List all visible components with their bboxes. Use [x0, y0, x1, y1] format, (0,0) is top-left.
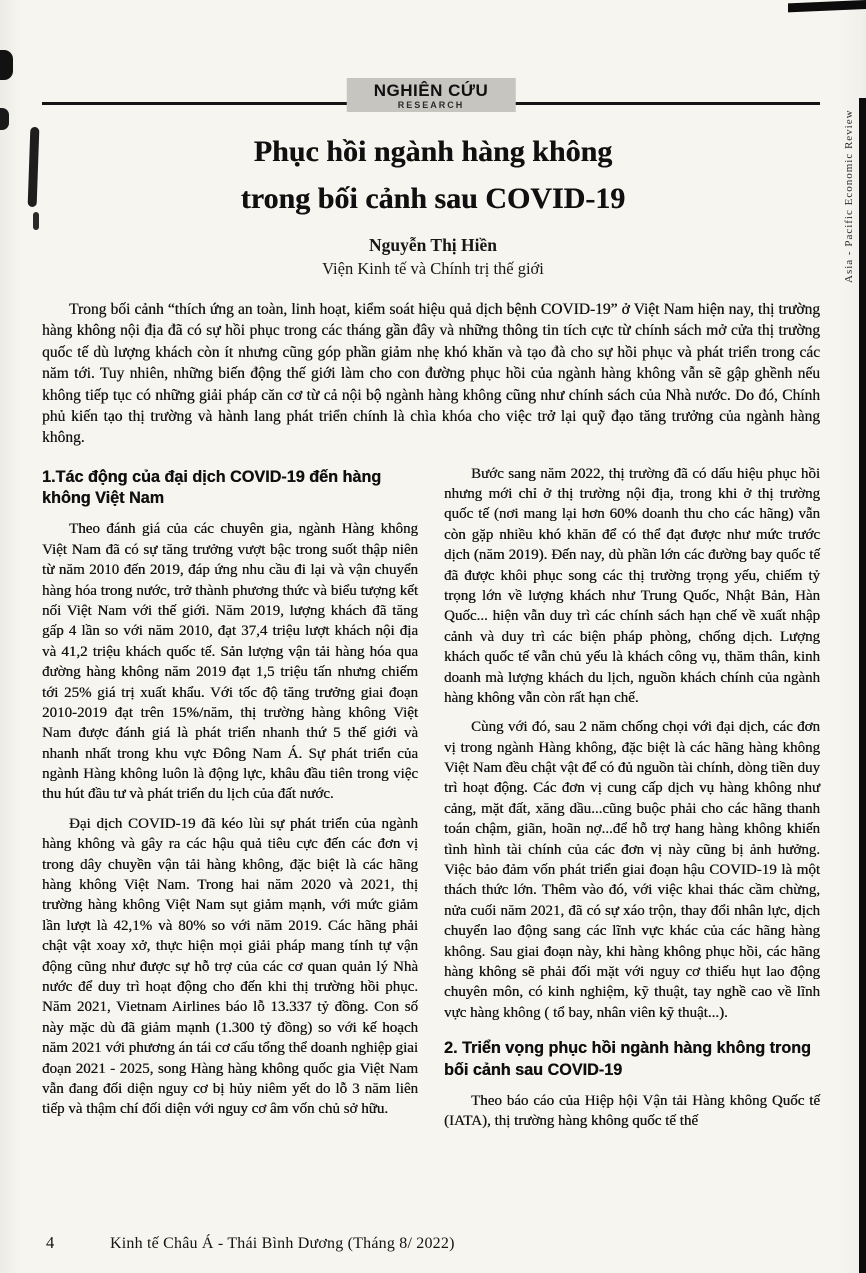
abstract-paragraph: Trong bối cảnh “thích ứng an toàn, linh hoạt, kiểm soát hiệu quả dịch bệnh COVID-19” ở Việt Nam hiện nay, thị trường hàng không nội địa đã có sự hồi phục trong các tháng gần đây và những thông tin tích cực từ chính sách mở cửa thị trường quốc tế dù lượng khách còn ít nhưng cũng góp phần giảm nhẹ khó khăn và tạo đà cho sự hồi phục và phát triển trong các năm tới. Tuy nhiên, những biến động thế giới làm cho con đường phục hồi của ngành hàng không vẫn sẽ gập ghềnh nếu không tiếp tục có những giải pháp căn cơ từ cả nội bộ ngành hàng không cũng như chính sách của Nhà nước. Do đó, Chính phủ kiến tạo thị trường và hành lang phát triển chính là chìa khóa cho việc trở lại quỹ đạo tăng trưởng của ngành hàng không. — [42, 301, 820, 447]
kicker-sublabel: RESEARCH — [397, 99, 465, 110]
scan-artifact-top-right — [788, 0, 866, 12]
article-title — [0, 128, 866, 222]
paragraph: Đại dịch COVID-19 đã kéo lùi sự phát triển của ngành hàng không và gây ra các hậu quả tiêu cực đến các đơn vị trong dây chuyền vận tải hàng không, đặc biệt là các hãng hàng không Việt Nam. Trong hai năm 2020 và 2021, thị trường hàng không Việt Nam sụt giảm mạnh, với mức giảm lần lượt là 42,1% và 80% so với năm 2019. Các hãng phải chật vật xoay xở, thực hiện mọi giải pháp mang tính tự vận động cũng như được sự hỗ trợ của các cơ quan quản lý Nhà nước để duy trì hoạt động cho đến khi thị trường hồi phục. Năm 2021, Vietnam Airlines báo lỗ 13.337 tỷ đồng. Con số này mặc dù đã giảm mạnh (1.300 tỷ đồng) so với kế hoạch năm 2021 với phương án tái cơ cấu tổng thể doanh nghiệp giai đoạn 2021 - 2025, song Hàng hàng không quốc gia Việt Nam vẫn đang đối diện nguy cơ bị hủy niêm yết do lỗ 3 năm liên tiếp và thậm chí đối diện với nguy cơ âm vốn chủ sở hữu. — [42, 815, 419, 1118]
journal-name: Kinh tế Châu Á - Thái Bình Dương (Tháng 8/ 2022) — [110, 1235, 455, 1252]
paragraph: Cùng với đó, sau 2 năm chống chọi với đại dịch, các đơn vị trong ngành Hàng không, đặc biệt là các hãng hàng không Việt Nam đều chật vật để có đủ nguồn tài chính, dòng tiền duy trì hoạt động. Các đơn vị cung cấp dịch vụ hàng không như cảng, mặt đất, xăng dầu...cũng buộc phải cho các hãng thanh toán chậm, giãn, hoãn nợ...để hỗ trợ hang hàng không khiến tình hình tài chính của các đơn vị này cũng bị ảnh hưởng. Việc bảo đảm vốn phát triển giai đoạn hậu COVID-19 là một thách thức lớn. Thêm vào đó, với việc khai thác cầm chừng, nửa cuối năm 2021, đã có sự xáo trộn, thay đổi nhân lực, dịch chuyển lao động sang các lĩnh vực khác của các hãng hàng không. Sau giai đoạn này, khi hàng không phục hồi, các hãng hàng không sẽ phải đối mặt với nguy cơ thiếu hụt lao động chuyên môn, có kinh nghiệm, kỹ thuật, tay nghề cao về lĩnh vực hàng không ( tổ bay, nhân viên kỹ thuật...). — [444, 719, 820, 1021]
right-column — [444, 464, 820, 1141]
title-line-2: trong bối cảnh sau COVID-19 — [240, 182, 626, 215]
section-kicker — [347, 78, 516, 112]
kicker-label: NGHIÊN CỨU — [373, 81, 489, 100]
header-band — [42, 78, 820, 116]
author-affiliation: Viện Kinh tế và Chính trị thế giới — [322, 259, 544, 278]
title-line-1: Phục hồi ngành hàng không — [253, 135, 613, 168]
paragraph: Theo đánh giá của các chuyên gia, ngành Hàng không Việt Nam đã có sự tăng trưởng vượt bậc trong suốt thập niên từ năm 2010 đến 2019, đáp ứng nhu cầu đi lại và vận chuyển hàng hóa trong nước, trở thành phương thức và biểu tượng kết nối Việt Nam với thế giới. Năm 2019, lượng khách đã tăng gấp 4 lần so với năm 2010, đạt 37,4 triệu lượt khách nội địa và 41,2 triệu khách quốc tế. Sản lượng vận tải hàng hóa qua đường hàng không năm 2019 đạt 1,5 triệu tấn nhưng chiếm tới 25% giá trị xuất khẩu. Với tốc độ tăng trưởng giai đoạn 2010-2019 đạt trên 15%/năm, thị trường hàng không Việt Nam được đánh giá là phát triển nhanh thứ 5 thế giới và nhanh nhất trong khu vực Đông Nam Á. Sự phát triển của ngành Hàng không luôn là động lực, khâu đầu tiên trong việc thu hút đầu tư và phát triển du lịch của đất nước. — [42, 521, 418, 803]
scan-artifact-left-blob-2 — [0, 108, 9, 130]
page-footer — [46, 1233, 455, 1253]
paragraph: Bước sang năm 2022, thị trường đã có dấu hiệu phục hồi nhưng mới chỉ ở thị trường nội địa, trong khi ở thị trường quốc tế (nơi mang lại hơn 60% doanh thu cho các hãng) vẫn còn gặp nhiều khó khăn để có thể đạt được như mức trước dịch (năm 2019). Đến nay, dù phần lớn các đường bay quốc tế đã được khôi phục song các thị trường trọng yếu, chiếm tỷ trọng lớn về lượng khách như Trung Quốc, Nhật Bản, Hàn Quốc... hiện vẫn duy trì các chính sách hạn chế về xuất nhập cảnh và duy trì các biện pháp phòng, chống dịch. Lượng khách quốc tế vẫn chủ yếu là khách công vụ, thăm thân, kinh doanh mà lượng khách du lịch, nguồn khách chính của ngành hàng không vẫn còn rất hạn chế. — [444, 465, 820, 706]
author-name: Nguyễn Thị Hiền — [368, 235, 498, 255]
section-2-heading: 2. Triển vọng phục hồi ngành hàng không trong bối cảnh sau COVID-19 — [444, 1039, 811, 1079]
left-column — [42, 464, 418, 1141]
scan-artifact-right-bar — [859, 98, 866, 1273]
journal-side-label: Asia - Pacific Economic Review — [843, 109, 855, 283]
article-body — [42, 464, 820, 1141]
scan-artifact-left-streak-2 — [33, 212, 39, 230]
scan-artifact-left-blob — [0, 50, 13, 80]
section-1-heading: 1.Tác động của đại dịch COVID-19 đến hàng không Việt Nam — [42, 467, 382, 507]
paragraph: Theo báo cáo của Hiệp hội Vận tải Hàng không Quốc tế (IATA), thị trường hàng không quốc tế thế — [444, 1092, 820, 1130]
page-number: 4 — [46, 1233, 55, 1252]
